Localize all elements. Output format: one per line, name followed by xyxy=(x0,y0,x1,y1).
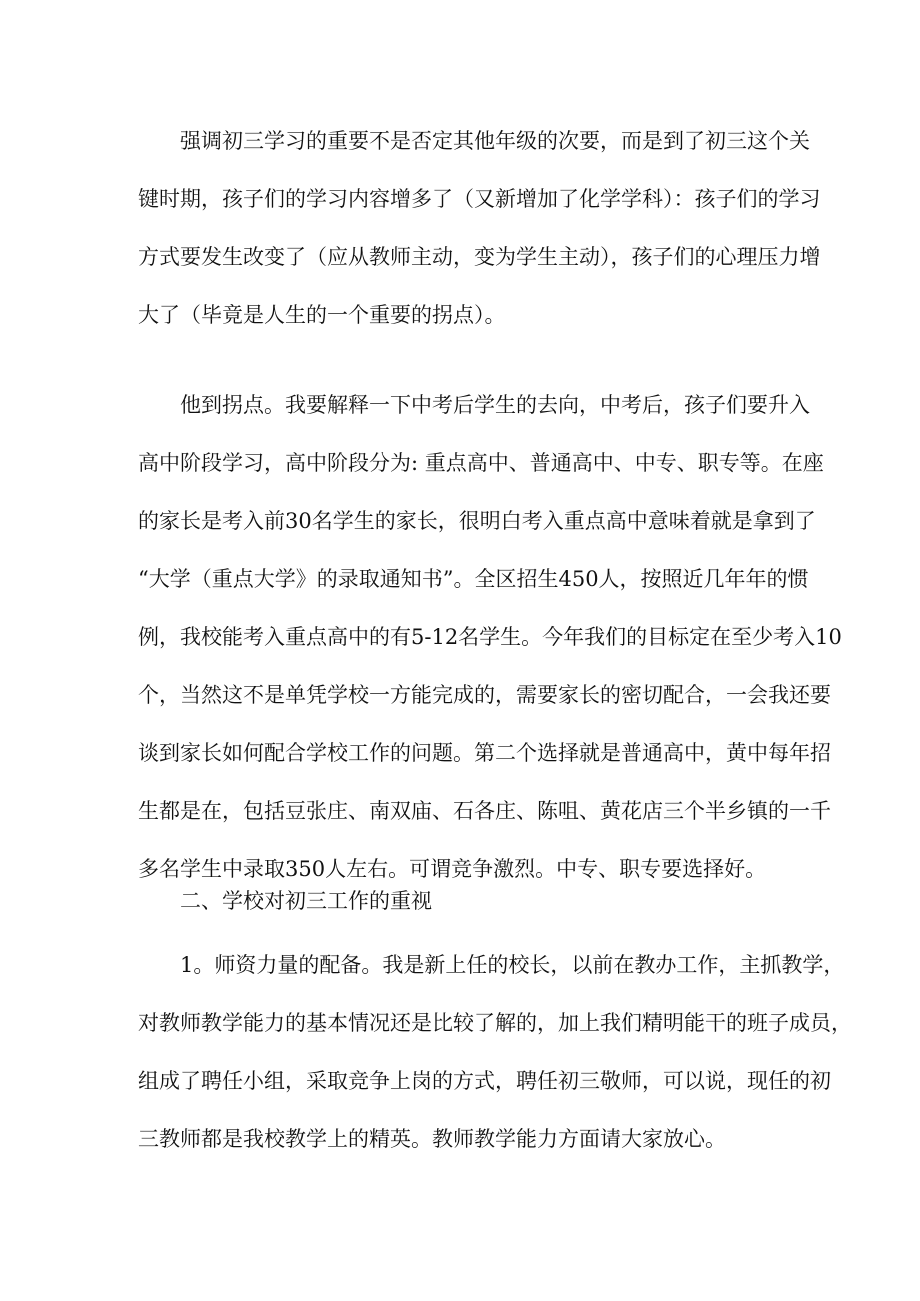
paragraph-line: 例，我校能考入重点高中的有5-12名学生。今年我们的目标定在至少考入10 xyxy=(138,625,842,649)
paragraph-line: 强调初三学习的重要不是否定其他年级的次要，而是到了初三这个关 xyxy=(180,129,810,153)
paragraph-line: 生都是在，包括豆张庄、南双庙、石各庄、陈咀、黄花店三个半乡镇的一千 xyxy=(138,799,831,823)
paragraph-line: 多名学生中录取350人左右。可谓竞争激烈。中专、职专要选择好。 xyxy=(138,857,767,881)
paragraph-line: 三教师都是我校教学上的精英。教师教学能力方面请大家放心。 xyxy=(138,1127,726,1151)
paragraph-line: 对教师教学能力的基本情况还是比较了解的，加上我们精明能干的班子成员， xyxy=(138,1011,852,1035)
paragraph-line: 他到拐点。我要解释一下中考后学生的去向，中考后，孩子们要升入 xyxy=(180,393,810,417)
section-heading-text: 二、学校对初三工作的重视 xyxy=(180,889,432,913)
paragraph-line: 方式要发生改变了（应从教师主动，变为学生主动），孩子们的心理压力增 xyxy=(138,245,821,269)
paragraph-1 xyxy=(138,122,821,354)
paragraph-line: 个，当然这不是单凭学校一方能完成的，需要家长的密切配合，一会我还要 xyxy=(138,683,831,707)
paragraph-4 xyxy=(138,946,852,1178)
paragraph-2 xyxy=(138,386,842,908)
paragraph-line: 组成了聘任小组，采取竞争上岗的方式，聘任初三敬师，可以说，现任的初 xyxy=(138,1069,831,1093)
paragraph-line: 1。师资力量的配备。我是新上任的校长，以前在教办工作，主抓教学， xyxy=(180,953,845,977)
section-heading xyxy=(138,882,790,940)
paragraph-line: 高中阶段学习，高中阶段分为: 重点高中、普通高中、中专、职专等。在座 xyxy=(138,451,824,475)
paragraph-line: 谈到家长如何配合学校工作的问题。第二个选择就是普通高中，黄中每年招 xyxy=(138,741,831,765)
paragraph-line: “大学（重点大学》的录取通知书”。全区招生450人，按照近几年年的惯 xyxy=(138,567,809,591)
paragraph-line: 键时期，孩子们的学习内容增多了（又新增加了化学学科）：孩子们的学习 xyxy=(138,187,821,211)
paragraph-line: 大了（毕竟是人生的一个重要的拐点）。 xyxy=(138,303,506,327)
paragraph-line: 的家长是考入前30名学生的家长，很明白考入重点高中意味着就是拿到了 xyxy=(138,509,816,533)
